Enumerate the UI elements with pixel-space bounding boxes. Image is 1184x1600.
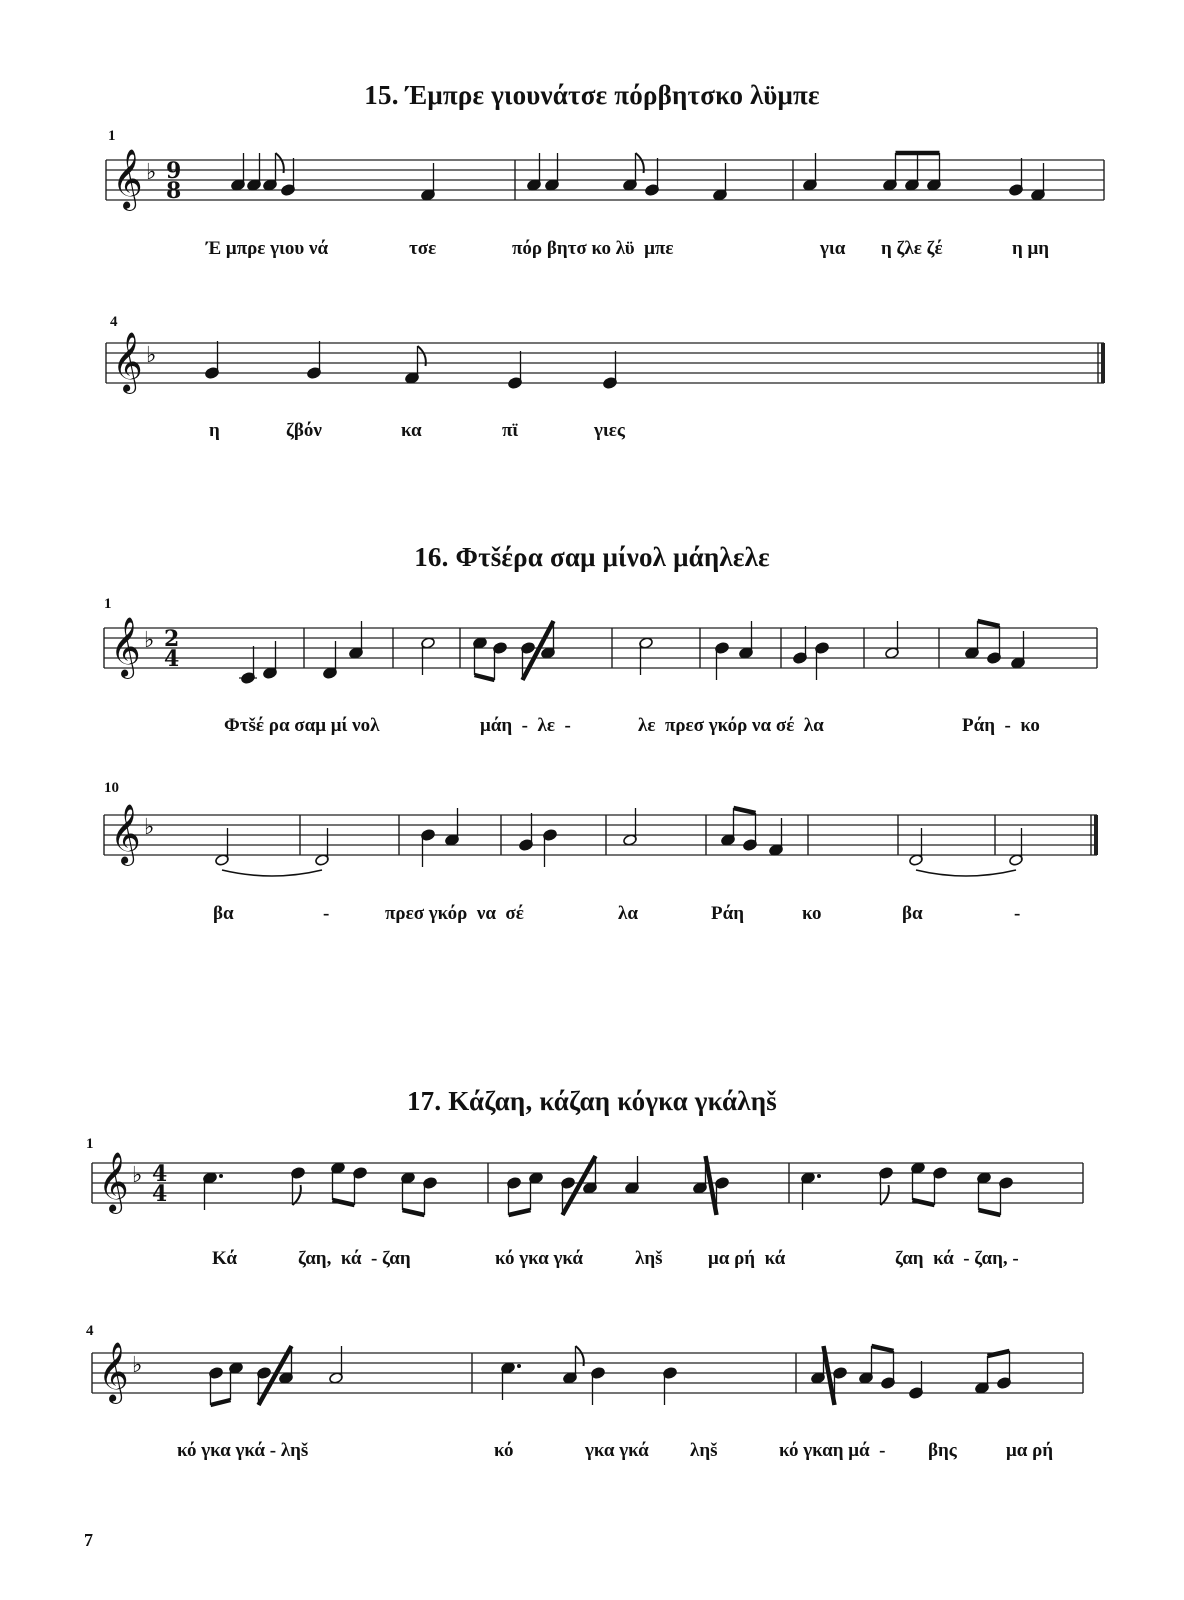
lyric-syllable: λα [618,903,638,924]
treble-clef-icon: 𝄞 [110,617,141,677]
lyric-syllable: μα ρή [1006,1440,1054,1461]
treble-clef-icon: 𝄞 [98,1342,129,1402]
lyric-syllable: μάη - λε - [480,715,571,736]
flat-icon: ♭ [146,343,157,368]
page-number: 7 [84,1530,93,1550]
song-15-title: 15. Έμπρε γιουνάτσε πόρβητσκο λϋμπε [364,80,820,110]
lyric-syllable: Ράη [711,903,744,924]
lyric-syllable: Ράη - κο [962,715,1040,736]
note-beam [211,1400,231,1405]
treble-clef-icon: 𝄞 [98,1152,129,1212]
time-signature-top: 4 [152,1161,168,1187]
time-signature-top: 9 [166,158,182,184]
lyric-syllable: κό γκα γκά [495,1248,583,1269]
lyric-syllable: λε πρεσ γκόρ να σέ λα [638,715,824,736]
lyric-syllable: Κά [212,1248,238,1269]
flat-icon: ♭ [132,1353,143,1378]
note-beam [988,1351,1010,1356]
lyric-syllable: για [820,238,846,259]
measure-number: 10 [104,780,119,796]
lyric-syllable: η ζλε ζέ [881,238,943,259]
song-17-title: 17. Κάζαη, κάζαη κόγκα γκάληš [406,1086,778,1116]
lyric-syllable: γκα γκά [585,1440,649,1461]
lyric-syllable: κο [802,903,822,924]
flat-icon: ♭ [144,815,155,840]
flat-icon: ♭ [146,160,157,185]
lyric-syllable: βα [902,903,923,924]
lyric-syllable: η [209,420,220,441]
lyric-syllable: πρεσ γκόρ να σέ [385,903,524,924]
time-signature-top: 2 [164,626,180,652]
lyric-syllable: κό γκα γκά - ληš [177,1440,309,1461]
measure-number: 1 [108,128,116,144]
treble-clef-icon: 𝄞 [112,149,143,209]
note-beam [872,1346,894,1351]
lyric-syllable: κό γκαη μά - [779,1440,886,1461]
note-beam [824,1346,835,1405]
lyric-syllable: πϊ [502,420,519,441]
lyric-syllable: γιες [594,420,625,441]
lyric-syllable: ληš [635,1248,663,1269]
measure-number: 1 [104,596,112,612]
lyric-syllable: μα ρή κά [708,1248,786,1269]
treble-clef-icon: 𝄞 [112,332,143,392]
lyric-syllable: κα [401,420,422,441]
measure-number: 4 [110,314,118,330]
lyric-syllable: κό [494,1440,514,1461]
lyric-syllable: ζβόν [286,420,322,441]
flat-icon: ♭ [144,628,155,653]
lyric-syllable: βα [213,903,234,924]
flat-icon: ♭ [132,1163,143,1188]
lyric-syllable: - [323,903,330,924]
lyric-syllable: Έ μπρε γιου νά [206,238,329,259]
lyric-syllable: πόρ βητσ κο λϋ μπε [512,238,674,259]
measure-number: 1 [86,1136,94,1152]
time-signature-bottom: 4 [164,646,180,672]
lyric-syllable: τσε [409,238,437,259]
lyric-syllable: ληš [690,1440,718,1461]
lyric-syllable: - [1014,903,1021,924]
time-signature-bottom: 4 [152,1181,168,1207]
song-16-title: 16. Φτšέρα σαμ μίνολ μάηλελε [414,542,770,572]
lyric-syllable: Φτšέ ρα σαμ μί νολ [224,715,380,736]
measure-number: 4 [86,1323,94,1339]
treble-clef-icon: 𝄞 [110,804,141,864]
lyric-syllable: ζαη κά - ζαη, - [895,1248,1019,1269]
dot [517,1364,521,1368]
time-signature-bottom: 8 [166,178,182,204]
lyric-syllable: η μη [1012,238,1050,259]
lyric-syllable: ζαη, κά - ζαη [298,1248,411,1269]
lyric-syllable: βης [928,1440,957,1461]
